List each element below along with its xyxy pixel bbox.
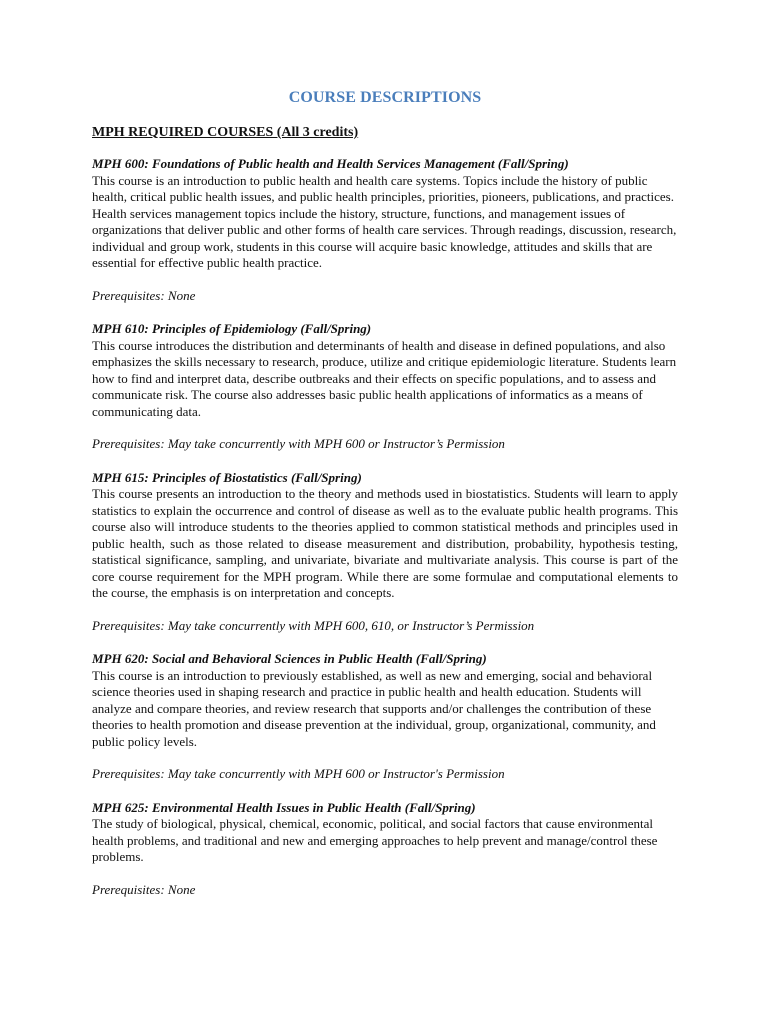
course-prerequisites: Prerequisites: None (92, 881, 196, 897)
document-page (92, 88, 678, 915)
page-title: COURSE DESCRIPTIONS (288, 89, 482, 106)
course-prerequisites: Prerequisites: None (92, 287, 196, 303)
course-description: This course introduces the distribution and determinants of health and disease in defined populations, and also emphasizes the skills necessary to research, produce, utilize and critique epidemiologic literature. Students learn how to find and interpret data, describe outbreaks and their effects on specific populations, and to assess and communicate risk. The course also addresses basic public health applications of informatics as a means of communicating data. (92, 337, 677, 419)
course-mph-625 (92, 800, 678, 899)
course-description: This course presents an introduction to the theory and methods used in biostatistics. Students will learn to apply statistics to explain the occurrence and control of disease as well as to the evaluate public health programs. This course also will introduce students to the theories applied to common statistical methods and principles used in public health, such as those related to disease measurement and distribution, probability, hypothesis testing, statistical significance, sampling, and univariate, bivariate and multivariate analysis. This course is part of the core course requirement for the MPH program. While there are some formulae and computational elements to the course, the emphasis is on interpretation and concepts. (92, 486, 678, 600)
course-description: The study of biological, physical, chemical, economic, political, and social factors that cause environmental health problems, and traditional and new and emerging approaches to help prevent and manage/control these problems. (92, 816, 658, 864)
course-prerequisites: Prerequisites: May take concurrently with MPH 600, 610, or Instructor’s Permission (92, 617, 535, 633)
course-title: MPH 615: Principles of Biostatistics (Fall/Spring) (92, 469, 362, 485)
course-title: MPH 600: Foundations of Public health and Health Services Management (Fall/Spring) (92, 156, 569, 171)
course-prerequisites: Prerequisites: May take concurrently with MPH 600 or Instructor’s Permission (92, 436, 505, 451)
course-mph-615 (92, 470, 678, 635)
course-title: MPH 620: Social and Behavioral Sciences in Public Health (Fall/Spring) (92, 651, 487, 666)
course-prerequisites: Prerequisites: May take concurrently with MPH 600 or Instructor's Permission (92, 766, 505, 781)
course-mph-600 (92, 156, 678, 304)
section-heading: MPH REQUIRED COURSES (All 3 credits) (92, 125, 359, 140)
course-title: MPH 625: Environmental Health Issues in Public Health (Fall/Spring) (92, 799, 476, 815)
course-description: This course is an introduction to previously established, as well as new and emerging, social and behavioral science theories used in shaping research and practice in public health and health education. Students will analyze and compare theories, and review research that supports and/or challenges the contribution of these theories to health promotion and disease prevention at the individual, group, organizational, community, and public policy levels. (92, 667, 656, 749)
course-mph-610 (92, 321, 678, 453)
course-mph-620 (92, 651, 678, 783)
course-description: This course is an introduction to public health and health care systems. Topics include the history of public health, critical public health issues, and public health principles, priorities, pioneers, publications, and practices. Health services management topics include the history, structure, functions, and management issues of organizations that deliver public and other forms of health care services. Through readings, discussion, research, individual and group work, students in this course will acquire basic knowledge, attitudes and skills that are essential for effective public health practice. (92, 172, 677, 270)
course-title: MPH 610: Principles of Epidemiology (Fall/Spring) (92, 321, 372, 336)
